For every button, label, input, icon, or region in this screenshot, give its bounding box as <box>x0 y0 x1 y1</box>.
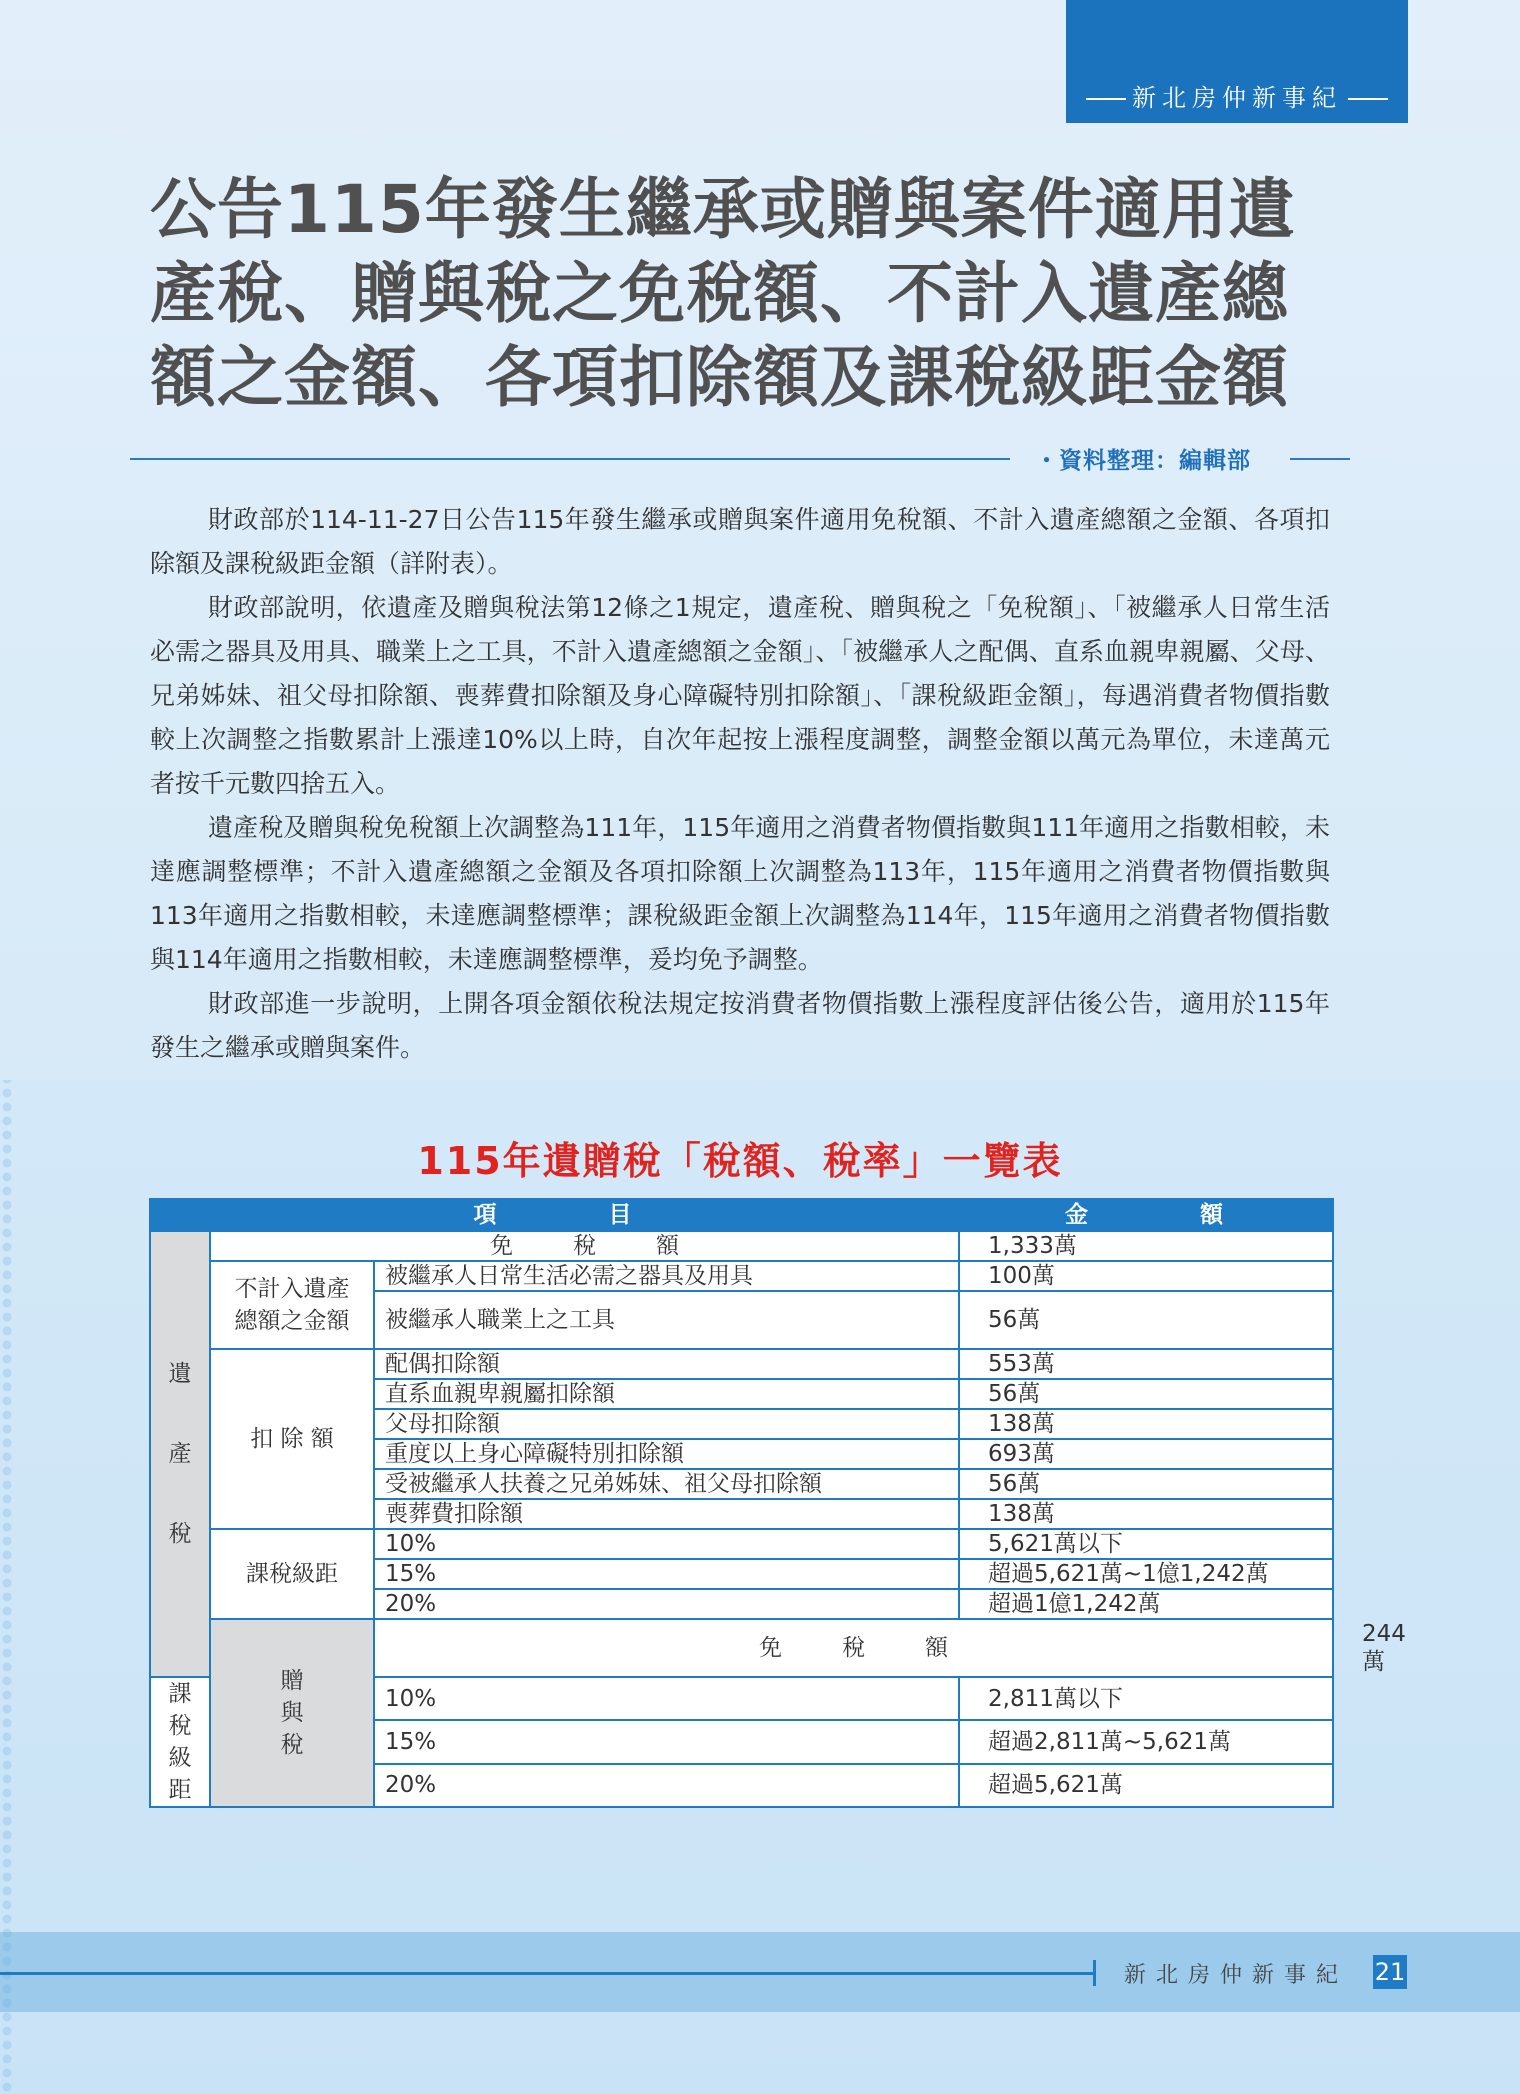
title-line: 產稅、贈與稅之免稅額、不計入遺產總 <box>150 255 1289 332</box>
byline-row <box>130 440 1350 476</box>
item-amount: 138萬 <box>959 1499 1333 1529</box>
divider <box>130 458 1010 460</box>
table-row <box>150 1231 1333 1261</box>
gift-bracket-group: 課稅級距 <box>150 1677 210 1807</box>
article-body <box>150 498 1330 1070</box>
item-amount: 超過5,621萬 <box>959 1764 1333 1807</box>
footer-tick <box>1093 1960 1096 1986</box>
item-amount: 56萬 <box>959 1379 1333 1409</box>
table-row <box>150 1261 1333 1291</box>
gift-exempt-label: 免 稅 額 <box>374 1619 1333 1677</box>
table-row <box>150 1529 1333 1559</box>
estate-exempt-label: 免 稅 額 <box>210 1231 959 1261</box>
item-label: 被繼承人日常生活必需之器具及用具 <box>374 1261 959 1291</box>
item-label: 15% <box>374 1720 959 1763</box>
table-row: 贈 與 稅 免 稅 額 244萬 <box>150 1619 1333 1677</box>
item-amount: 超過2,811萬~5,621萬 <box>959 1720 1333 1763</box>
tax-rate-table <box>149 1198 1406 1808</box>
table-title: 115年遺贈稅「稅額、稅率」一覽表 <box>417 1139 1063 1183</box>
item-amount: 5,621萬以下 <box>959 1529 1333 1559</box>
item-label: 重度以上身心障礙特別扣除額 <box>374 1439 959 1469</box>
article-title <box>150 168 1340 420</box>
item-label: 直系血親卑親屬扣除額 <box>374 1379 959 1409</box>
item-label: 被繼承人職業上之工具 <box>374 1291 959 1349</box>
item-label: 喪葬費扣除額 <box>374 1499 959 1529</box>
item-amount: 56萬 <box>959 1469 1333 1499</box>
item-amount: 56萬 <box>959 1291 1333 1349</box>
item-label: 10% <box>374 1677 959 1720</box>
header-amount: 金 額 <box>959 1199 1333 1231</box>
item-amount: 2,811萬以下 <box>959 1677 1333 1720</box>
footer-magazine-name: 新北房仲新事紀 <box>1124 1963 1349 1988</box>
title-line: 額之金額、各項扣除額及課稅級距金額 <box>150 339 1289 416</box>
item-label: 20% <box>374 1589 959 1619</box>
estate-tax-category: 遺 產 稅 <box>150 1231 210 1677</box>
paragraph: 財政部進一步說明，上開各項金額依稅法規定按消費者物價指數上漲程度評估後公告，適用於115年發生之繼承或贈與案件。 <box>150 989 1330 1062</box>
item-label: 10% <box>374 1529 959 1559</box>
title-line: 公告115年發生繼承或贈與案件適用遺 <box>150 171 1296 248</box>
excluded-group: 不計入遺產 總額之金額 <box>210 1261 374 1349</box>
item-amount: 138萬 <box>959 1409 1333 1439</box>
divider <box>1290 458 1350 460</box>
magazine-header-tab <box>1066 0 1408 123</box>
item-amount: 100萬 <box>959 1261 1333 1291</box>
table-row <box>150 1349 1333 1379</box>
item-label: 配偶扣除額 <box>374 1349 959 1379</box>
item-label: 15% <box>374 1559 959 1589</box>
estate-bracket-group: 課稅級距 <box>210 1529 374 1619</box>
header-tab-label: 新北房仲新事紀 <box>1066 78 1408 113</box>
footer-line <box>0 1972 1096 1975</box>
page-number: 21 <box>1373 1955 1407 1989</box>
paragraph: 財政部說明，依遺產及贈與稅法第12條之1規定，遺產稅、贈與稅之「免稅額」、「被繼承人日常生活必需之器具及用具、職業上之工具，不計入遺產總額之金額」、「被繼承人之配偶、直系血親卑親屬、父母、兄弟姊妹、祖父母扣除額、喪葬費扣除額及身心障礙特別扣除額」、「課稅級距金額」，每遇消費者物價指數較上次調整之指數累計上漲達10%以上時，自次年起按上漲程度調整，調整金額以萬元為單位，未達萬元者按千元數四捨五入。 <box>150 593 1330 798</box>
item-amount: 693萬 <box>959 1439 1333 1469</box>
gift-tax-category: 贈 與 稅 <box>210 1619 374 1807</box>
byline: ・資料整理：編輯部 <box>1035 448 1251 474</box>
estate-exempt-amount: 1,333萬 <box>959 1231 1333 1261</box>
paragraph: 遺產稅及贈與稅免稅額上次調整為111年，115年適用之消費者物價指數與111年適用之指數相較，未達應調整標準；不計入遺產總額之金額及各項扣除額上次調整為113年，115年適用之消費者物價指數與113年適用之指數相較，未達應調整標準；課稅級距金額上次調整為114年，115年適用之消費者物價指數與114年適用之指數相較，未達應調整標準，爰均免予調整。 <box>150 813 1330 974</box>
item-label: 20% <box>374 1764 959 1807</box>
table-header-row <box>150 1199 1333 1231</box>
paragraph: 財政部於114-11-27日公告115年發生繼承或贈與案件適用免稅額、不計入遺產總額之金額、各項扣除額及課稅級距金額（詳附表）。 <box>150 505 1330 578</box>
item-amount: 超過1億1,242萬 <box>959 1589 1333 1619</box>
item-label: 受被繼承人扶養之兄弟姊妹、祖父母扣除額 <box>374 1469 959 1499</box>
deduction-group: 扣 除 額 <box>210 1349 374 1529</box>
item-label: 父母扣除額 <box>374 1409 959 1439</box>
item-amount: 超過5,621萬~1億1,242萬 <box>959 1559 1333 1589</box>
header-item: 項 目 <box>150 1199 959 1231</box>
item-amount: 553萬 <box>959 1349 1333 1379</box>
